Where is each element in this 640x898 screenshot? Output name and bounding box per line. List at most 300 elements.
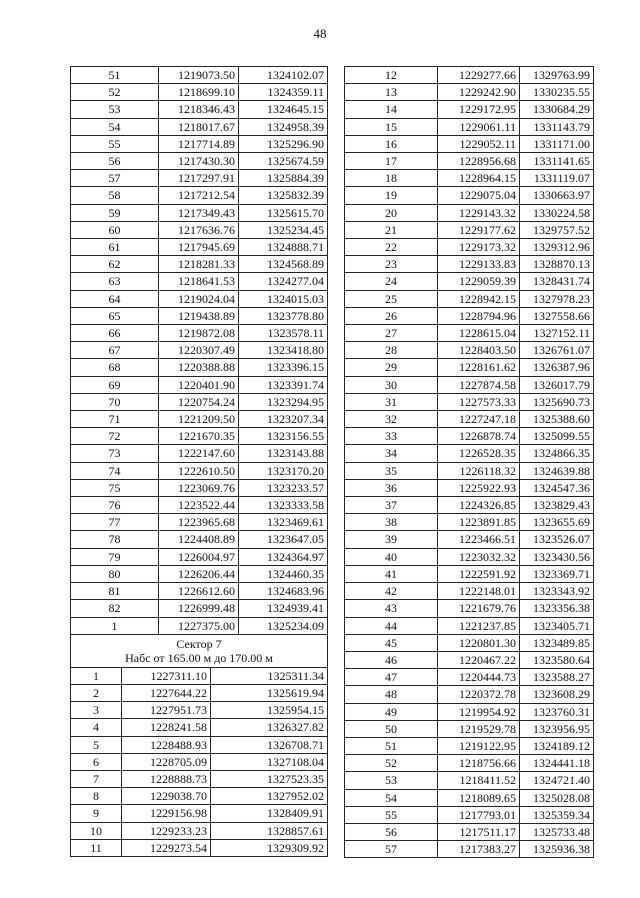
y-coordinate-cell: 1324460.35: [239, 565, 328, 582]
y-coordinate-cell: 1323580.64: [520, 651, 594, 668]
table-row: [71, 153, 328, 170]
table-row: [345, 565, 594, 582]
table-row: [345, 669, 594, 686]
x-coordinate-cell: 1227874.58: [438, 376, 520, 393]
y-coordinate-cell: 1323430.56: [520, 548, 594, 565]
table-row: [71, 805, 328, 822]
table-row: [345, 462, 594, 479]
x-coordinate-cell: 1228241.58: [122, 719, 211, 736]
x-coordinate-cell: 1223891.85: [438, 514, 520, 531]
x-coordinate-cell: 1228956.68: [438, 153, 520, 170]
point-number-cell: 55: [71, 135, 159, 152]
x-coordinate-cell: 1218089.65: [438, 789, 520, 806]
table-row: [345, 806, 594, 823]
table-row: [345, 273, 594, 290]
y-coordinate-cell: 1323578.11: [239, 325, 328, 342]
point-number-cell: 49: [345, 703, 438, 720]
y-coordinate-cell: 1327952.02: [211, 788, 328, 805]
y-coordinate-cell: 1323405.71: [520, 617, 594, 634]
y-coordinate-cell: 1323526.07: [520, 531, 594, 548]
point-number-cell: 39: [345, 531, 438, 548]
x-coordinate-cell: 1217636.76: [159, 221, 239, 238]
y-coordinate-cell: 1323233.57: [239, 479, 328, 496]
x-coordinate-cell: 1217430.30: [159, 153, 239, 170]
y-coordinate-cell: 1324958.39: [239, 118, 328, 135]
table-row: [71, 290, 328, 307]
table-row: [345, 600, 594, 617]
table-row: [345, 583, 594, 600]
x-coordinate-cell: 1223069.76: [159, 479, 239, 496]
y-coordinate-cell: 1330224.58: [520, 204, 594, 221]
point-number-cell: 6: [71, 753, 122, 770]
y-coordinate-cell: 1323778.80: [239, 307, 328, 324]
x-coordinate-cell: 1228942.15: [438, 290, 520, 307]
point-number-cell: 75: [71, 479, 159, 496]
table-row: [71, 376, 328, 393]
table-row: [345, 221, 594, 238]
y-coordinate-cell: 1323588.27: [520, 669, 594, 686]
y-coordinate-cell: 1330684.29: [520, 101, 594, 118]
y-coordinate-cell: 1325296.90: [239, 135, 328, 152]
x-coordinate-cell: 1226999.48: [159, 600, 239, 617]
table-row: [345, 772, 594, 789]
x-coordinate-cell: 1229172.95: [438, 101, 520, 118]
x-coordinate-cell: 1229233.23: [122, 822, 211, 839]
point-number-cell: 67: [71, 342, 159, 359]
table-row: [71, 565, 328, 582]
y-coordinate-cell: 1329309.92: [211, 839, 328, 856]
x-coordinate-cell: 1222610.50: [159, 462, 239, 479]
x-coordinate-cell: 1228794.96: [438, 307, 520, 324]
y-coordinate-cell: 1323143.88: [239, 445, 328, 462]
sector-table: [70, 634, 328, 857]
table-row: [71, 479, 328, 496]
y-coordinate-cell: 1325234.45: [239, 221, 328, 238]
y-coordinate-cell: 1323391.74: [239, 376, 328, 393]
table-row: [345, 737, 594, 754]
table-row: [345, 411, 594, 428]
x-coordinate-cell: 1217297.91: [159, 170, 239, 187]
x-coordinate-cell: 1218699.10: [159, 84, 239, 101]
table-row: [71, 445, 328, 462]
x-coordinate-cell: 1228161.62: [438, 359, 520, 376]
x-coordinate-cell: 1217383.27: [438, 841, 520, 858]
x-coordinate-cell: 1226612.60: [159, 583, 239, 600]
y-coordinate-cell: 1328409.91: [211, 805, 328, 822]
table-row: [71, 770, 328, 787]
table-row: [71, 702, 328, 719]
y-coordinate-cell: 1326708.71: [211, 736, 328, 753]
y-coordinate-cell: 1327523.35: [211, 770, 328, 787]
point-number-cell: 54: [71, 118, 159, 135]
y-coordinate-cell: 1323418.80: [239, 342, 328, 359]
table-row: [345, 239, 594, 256]
point-number-cell: 25: [345, 290, 438, 307]
point-number-cell: 5: [71, 736, 122, 753]
table-row: [345, 376, 594, 393]
point-number-cell: 41: [345, 565, 438, 582]
x-coordinate-cell: 1229143.32: [438, 204, 520, 221]
table-row: [345, 170, 594, 187]
point-number-cell: 35: [345, 462, 438, 479]
point-number-cell: 10: [71, 822, 122, 839]
x-coordinate-cell: 1227573.33: [438, 393, 520, 410]
table-row: [345, 393, 594, 410]
y-coordinate-cell: 1327152.11: [520, 325, 594, 342]
y-coordinate-cell: 1331171.00: [520, 135, 594, 152]
x-coordinate-cell: 1225922.93: [438, 479, 520, 496]
point-number-cell: 2: [71, 684, 122, 701]
x-coordinate-cell: 1227644.22: [122, 684, 211, 701]
point-number-cell: 81: [71, 583, 159, 600]
table-row: [71, 411, 328, 428]
table-row: [345, 634, 594, 651]
table-row: [345, 703, 594, 720]
point-number-cell: 58: [71, 187, 159, 204]
table-row: [345, 686, 594, 703]
point-number-cell: 36: [345, 479, 438, 496]
point-number-cell: 62: [71, 256, 159, 273]
y-coordinate-cell: 1324102.07: [239, 67, 328, 84]
table-row: [71, 497, 328, 514]
left-coordinate-column: [70, 66, 328, 857]
x-coordinate-cell: 1229052.11: [438, 135, 520, 152]
table-row: [345, 325, 594, 342]
y-coordinate-cell: 1323760.31: [520, 703, 594, 720]
x-coordinate-cell: 1223032.32: [438, 548, 520, 565]
point-number-cell: 13: [345, 84, 438, 101]
x-coordinate-cell: 1228615.04: [438, 325, 520, 342]
point-number-cell: 17: [345, 153, 438, 170]
table-row: [345, 135, 594, 152]
y-coordinate-cell: 1326017.79: [520, 376, 594, 393]
y-coordinate-cell: 1323829.43: [520, 497, 594, 514]
x-coordinate-cell: 1226878.74: [438, 428, 520, 445]
table-row: [345, 359, 594, 376]
x-coordinate-cell: 1221237.85: [438, 617, 520, 634]
y-coordinate-cell: 1324364.97: [239, 548, 328, 565]
x-coordinate-cell: 1222148.01: [438, 583, 520, 600]
table-row: [345, 307, 594, 324]
point-number-cell: 26: [345, 307, 438, 324]
x-coordinate-cell: 1229038.70: [122, 788, 211, 805]
x-coordinate-cell: 1223965.68: [159, 514, 239, 531]
table-row: [345, 67, 594, 84]
point-number-cell: 74: [71, 462, 159, 479]
x-coordinate-cell: 1220401.90: [159, 376, 239, 393]
table-row: [71, 667, 328, 684]
x-coordinate-cell: 1220372.78: [438, 686, 520, 703]
point-number-cell: 52: [345, 755, 438, 772]
point-number-cell: 56: [71, 153, 159, 170]
point-number-cell: 60: [71, 221, 159, 238]
x-coordinate-cell: 1220388.88: [159, 359, 239, 376]
x-coordinate-cell: 1229273.54: [122, 839, 211, 856]
table-row: [345, 153, 594, 170]
table-row: [345, 531, 594, 548]
x-coordinate-cell: 1229133.83: [438, 256, 520, 273]
table-row: [71, 239, 328, 256]
point-number-cell: 76: [71, 497, 159, 514]
point-number-cell: 57: [345, 841, 438, 858]
point-number-cell: 42: [345, 583, 438, 600]
y-coordinate-cell: 1324568.89: [239, 256, 328, 273]
point-number-cell: 54: [345, 789, 438, 806]
table-row: [71, 118, 328, 135]
x-coordinate-cell: 1226118.32: [438, 462, 520, 479]
table-row: [71, 600, 328, 617]
y-coordinate-cell: 1327558.66: [520, 307, 594, 324]
point-number-cell: 22: [345, 239, 438, 256]
y-coordinate-cell: 1331119.07: [520, 170, 594, 187]
x-coordinate-cell: 1229177.62: [438, 221, 520, 238]
point-number-cell: 56: [345, 823, 438, 840]
x-coordinate-cell: 1229242.90: [438, 84, 520, 101]
point-number-cell: 9: [71, 805, 122, 822]
table-row: [71, 204, 328, 221]
point-number-cell: 11: [71, 839, 122, 856]
table-row: [71, 359, 328, 376]
x-coordinate-cell: 1220754.24: [159, 393, 239, 410]
table-row: [71, 617, 328, 634]
point-number-cell: 45: [345, 634, 438, 651]
table-row: [345, 342, 594, 359]
y-coordinate-cell: 1323333.58: [239, 497, 328, 514]
y-coordinate-cell: 1331143.79: [520, 118, 594, 135]
x-coordinate-cell: 1218281.33: [159, 256, 239, 273]
x-coordinate-cell: 1218641.53: [159, 273, 239, 290]
x-coordinate-cell: 1223466.51: [438, 531, 520, 548]
y-coordinate-cell: 1323956.95: [520, 720, 594, 737]
y-coordinate-cell: 1326761.07: [520, 342, 594, 359]
sector-subtitle: Набс от 165.00 м до 170.00 м: [125, 650, 273, 665]
y-coordinate-cell: 1324277.04: [239, 273, 328, 290]
y-coordinate-cell: 1324939.41: [239, 600, 328, 617]
y-coordinate-cell: 1325359.34: [520, 806, 594, 823]
y-coordinate-cell: 1326387.96: [520, 359, 594, 376]
table-row: [345, 617, 594, 634]
table-row: [71, 342, 328, 359]
y-coordinate-cell: 1323489.85: [520, 634, 594, 651]
x-coordinate-cell: 1229173.32: [438, 239, 520, 256]
point-number-cell: 18: [345, 170, 438, 187]
table-row: [345, 720, 594, 737]
point-number-cell: 24: [345, 273, 438, 290]
y-coordinate-cell: 1323396.15: [239, 359, 328, 376]
x-coordinate-cell: 1219073.50: [159, 67, 239, 84]
point-number-cell: 53: [71, 101, 159, 118]
table-row: [71, 307, 328, 324]
table-row: [345, 428, 594, 445]
table-row: [345, 548, 594, 565]
point-number-cell: 32: [345, 411, 438, 428]
point-number-cell: 73: [71, 445, 159, 462]
table-row: [71, 514, 328, 531]
x-coordinate-cell: 1226528.35: [438, 445, 520, 462]
x-coordinate-cell: 1229061.11: [438, 118, 520, 135]
x-coordinate-cell: 1227375.00: [159, 617, 239, 634]
y-coordinate-cell: 1331141.65: [520, 153, 594, 170]
y-coordinate-cell: 1323655.69: [520, 514, 594, 531]
point-number-cell: 59: [71, 204, 159, 221]
x-coordinate-cell: 1227247.18: [438, 411, 520, 428]
y-coordinate-cell: 1325234.09: [239, 617, 328, 634]
point-number-cell: 46: [345, 651, 438, 668]
y-coordinate-cell: 1324359.11: [239, 84, 328, 101]
point-number-cell: 8: [71, 788, 122, 805]
table-row: [345, 841, 594, 858]
table-row: [71, 221, 328, 238]
table-row: [345, 514, 594, 531]
y-coordinate-cell: 1327108.04: [211, 753, 328, 770]
x-coordinate-cell: 1226206.44: [159, 565, 239, 582]
y-coordinate-cell: 1324721.40: [520, 772, 594, 789]
y-coordinate-cell: 1323207.34: [239, 411, 328, 428]
y-coordinate-cell: 1325733.48: [520, 823, 594, 840]
y-coordinate-cell: 1324645.15: [239, 101, 328, 118]
table-row: [71, 101, 328, 118]
x-coordinate-cell: 1228488.93: [122, 736, 211, 753]
x-coordinate-cell: 1229156.98: [122, 805, 211, 822]
y-coordinate-cell: 1323647.05: [239, 531, 328, 548]
y-coordinate-cell: 1323608.29: [520, 686, 594, 703]
y-coordinate-cell: 1325615.70: [239, 204, 328, 221]
y-coordinate-cell: 1328857.61: [211, 822, 328, 839]
x-coordinate-cell: 1219954.92: [438, 703, 520, 720]
table-row: [71, 531, 328, 548]
point-number-cell: 15: [345, 118, 438, 135]
point-number-cell: 77: [71, 514, 159, 531]
y-coordinate-cell: 1325619.94: [211, 684, 328, 701]
table-row: [71, 428, 328, 445]
point-number-cell: 1: [71, 617, 159, 634]
sector-header-cell: [71, 634, 328, 667]
table-row: [345, 651, 594, 668]
y-coordinate-cell: 1325832.39: [239, 187, 328, 204]
y-coordinate-cell: 1324866.35: [520, 445, 594, 462]
table-row: [71, 187, 328, 204]
table-row: [71, 822, 328, 839]
table-row: [71, 393, 328, 410]
x-coordinate-cell: 1220444.73: [438, 669, 520, 686]
table-row: [345, 187, 594, 204]
y-coordinate-cell: 1325690.73: [520, 393, 594, 410]
point-number-cell: 23: [345, 256, 438, 273]
x-coordinate-cell: 1218411.52: [438, 772, 520, 789]
y-coordinate-cell: 1323170.20: [239, 462, 328, 479]
x-coordinate-cell: 1217945.69: [159, 239, 239, 256]
point-number-cell: 40: [345, 548, 438, 565]
y-coordinate-cell: 1324015.03: [239, 290, 328, 307]
x-coordinate-cell: 1229277.66: [438, 67, 520, 84]
y-coordinate-cell: 1325311.34: [211, 667, 328, 684]
point-number-cell: 33: [345, 428, 438, 445]
point-number-cell: 20: [345, 204, 438, 221]
x-coordinate-cell: 1227311.10: [122, 667, 211, 684]
y-coordinate-cell: 1324189.12: [520, 737, 594, 754]
point-number-cell: 55: [345, 806, 438, 823]
table-row: [345, 118, 594, 135]
right-coordinate-table: [344, 66, 594, 858]
point-number-cell: 30: [345, 376, 438, 393]
table-row: [71, 67, 328, 84]
y-coordinate-cell: 1329757.52: [520, 221, 594, 238]
table-row: [345, 204, 594, 221]
y-coordinate-cell: 1330663.97: [520, 187, 594, 204]
y-coordinate-cell: 1325674.59: [239, 153, 328, 170]
point-number-cell: 44: [345, 617, 438, 634]
point-number-cell: 68: [71, 359, 159, 376]
table-row: [345, 823, 594, 840]
y-coordinate-cell: 1324683.96: [239, 583, 328, 600]
y-coordinate-cell: 1328870.13: [520, 256, 594, 273]
point-number-cell: 64: [71, 290, 159, 307]
table-row: [345, 101, 594, 118]
x-coordinate-cell: 1217714.89: [159, 135, 239, 152]
point-number-cell: 16: [345, 135, 438, 152]
point-number-cell: 7: [71, 770, 122, 787]
y-coordinate-cell: 1324441.18: [520, 755, 594, 772]
x-coordinate-cell: 1226004.97: [159, 548, 239, 565]
point-number-cell: 61: [71, 239, 159, 256]
x-coordinate-cell: 1217212.54: [159, 187, 239, 204]
point-number-cell: 28: [345, 342, 438, 359]
y-coordinate-cell: 1327978.23: [520, 290, 594, 307]
y-coordinate-cell: 1323343.92: [520, 583, 594, 600]
table-row: [71, 719, 328, 736]
x-coordinate-cell: 1223522.44: [159, 497, 239, 514]
x-coordinate-cell: 1227951.73: [122, 702, 211, 719]
x-coordinate-cell: 1219872.08: [159, 325, 239, 342]
point-number-cell: 4: [71, 719, 122, 736]
table-row: [71, 736, 328, 753]
y-coordinate-cell: 1324639.88: [520, 462, 594, 479]
point-number-cell: 27: [345, 325, 438, 342]
x-coordinate-cell: 1224408.89: [159, 531, 239, 548]
x-coordinate-cell: 1221670.35: [159, 428, 239, 445]
x-coordinate-cell: 1229075.04: [438, 187, 520, 204]
point-number-cell: 66: [71, 325, 159, 342]
point-number-cell: 82: [71, 600, 159, 617]
table-row: [345, 256, 594, 273]
point-number-cell: 29: [345, 359, 438, 376]
x-coordinate-cell: 1217793.01: [438, 806, 520, 823]
table-row: [345, 445, 594, 462]
x-coordinate-cell: 1229059.39: [438, 273, 520, 290]
point-number-cell: 14: [345, 101, 438, 118]
x-coordinate-cell: 1228964.15: [438, 170, 520, 187]
x-coordinate-cell: 1228403.50: [438, 342, 520, 359]
x-coordinate-cell: 1219529.78: [438, 720, 520, 737]
x-coordinate-cell: 1222147.60: [159, 445, 239, 462]
x-coordinate-cell: 1218756.66: [438, 755, 520, 772]
x-coordinate-cell: 1222591.92: [438, 565, 520, 582]
y-coordinate-cell: 1324888.71: [239, 239, 328, 256]
point-number-cell: 19: [345, 187, 438, 204]
point-number-cell: 57: [71, 170, 159, 187]
table-row: [71, 839, 328, 856]
point-number-cell: 78: [71, 531, 159, 548]
y-coordinate-cell: 1323369.71: [520, 565, 594, 582]
table-row: [71, 548, 328, 565]
y-coordinate-cell: 1325936.38: [520, 841, 594, 858]
right-coordinate-column: [344, 66, 594, 858]
sector-header-row: [71, 634, 328, 667]
table-row: [345, 497, 594, 514]
y-coordinate-cell: 1326327.82: [211, 719, 328, 736]
point-number-cell: 43: [345, 600, 438, 617]
y-coordinate-cell: 1324547.36: [520, 479, 594, 496]
